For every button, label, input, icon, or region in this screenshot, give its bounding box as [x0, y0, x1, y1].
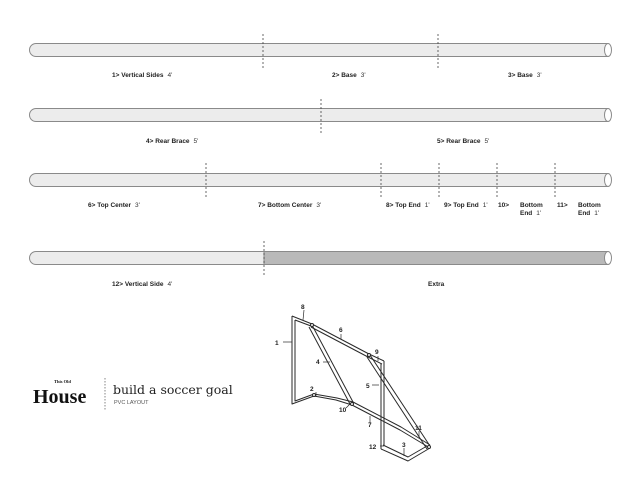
pipe-row-2 [30, 99, 612, 145]
segment-label: 2> Base 3' [332, 72, 366, 79]
diagram-number: 4 [316, 359, 320, 366]
segment-label: 7> Bottom Center 3' [258, 202, 322, 209]
segment-label: Bottom [520, 202, 543, 209]
this-old-house-logo [33, 379, 86, 408]
pipe-1-end [605, 44, 612, 57]
pipe-4-used [30, 252, 265, 265]
goal-bottom-center [314, 394, 430, 448]
segment-label: 4> Rear Brace 5' [146, 138, 199, 145]
diagram-number: 1 [275, 340, 279, 347]
segment-label: Bottom [578, 202, 601, 209]
diagram-number: 2 [310, 386, 314, 393]
logo-big-text: House [33, 386, 87, 408]
pipe-2-body [30, 109, 609, 122]
diagram-number: 7 [368, 422, 372, 429]
segment-label: Extra [428, 281, 445, 288]
segment-label: 6> Top Center 3' [88, 202, 140, 209]
joint [351, 403, 354, 406]
segment-label: 12> Vertical Side 4' [112, 281, 173, 288]
joint [313, 394, 316, 397]
leader-line [346, 404, 350, 408]
segment-label: End 1' [520, 210, 542, 217]
page-subtitle: PVC LAYOUT [114, 400, 149, 406]
segment-label: 9> Top End 1' [444, 202, 488, 209]
segment-label: End 1' [578, 210, 600, 217]
logo-small-text: This Old [54, 379, 71, 384]
goal-rear-brace-right [367, 355, 430, 449]
diagram-leaders [283, 310, 419, 456]
pipe-3-body [30, 174, 609, 187]
pipe-1-body [30, 44, 609, 57]
page-title: build a soccer goal [113, 382, 233, 397]
segment-label: 8> Top End 1' [386, 202, 430, 209]
segment-label: 10> [498, 202, 510, 209]
segment-label: 3> Base 3' [508, 72, 542, 79]
pipe-4-extra [264, 252, 608, 265]
pipe-4-end [605, 252, 612, 265]
pipe-row-1 [30, 34, 612, 79]
diagram-number: 10 [339, 407, 347, 414]
pipe-2-end [605, 109, 612, 122]
segment-label: 1> Vertical Sides 4' [112, 72, 173, 79]
diagram-number: 8 [301, 304, 305, 311]
pipe-row-3 [30, 163, 612, 217]
diagram-number: 11 [415, 425, 422, 432]
diagram-number: 3 [402, 442, 406, 449]
leader-line [303, 310, 304, 320]
diagram-number: 5 [366, 383, 370, 390]
pipe-3-end [605, 174, 612, 187]
diagram-number: 9 [375, 349, 379, 356]
segment-label: 5> Rear Brace 5' [437, 138, 490, 145]
joint [428, 446, 431, 449]
segment-label: 11> [557, 202, 568, 209]
joint [311, 324, 314, 327]
diagram-number: 12 [369, 444, 377, 451]
pipe-row-4 [30, 241, 612, 288]
joint [368, 354, 371, 357]
diagram-number: 6 [339, 327, 343, 334]
